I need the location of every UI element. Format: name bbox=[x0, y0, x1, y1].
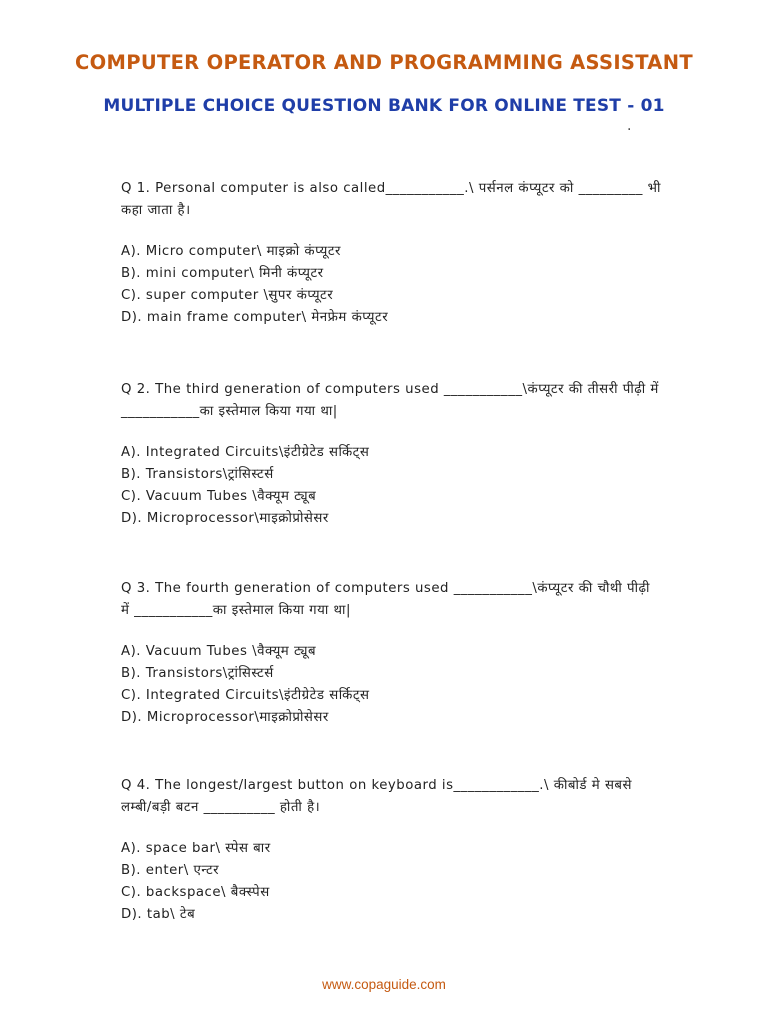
option-a: A). Micro computer\ माइक्रो कंप्यूटर bbox=[121, 244, 341, 259]
question-2 bbox=[121, 379, 661, 530]
option-a: A). Integrated Circuits\इंटीग्रेटेड सर्किट्स bbox=[121, 445, 370, 460]
question-text: Q 1. Personal computer is also called___________.\ पर्सनल कंप्यूटर को _________ भी कहा जाता है। bbox=[121, 181, 661, 218]
option-b: B). Transistors\ट्रांसिस्टर्स bbox=[121, 666, 274, 681]
option-d: D). Microprocessor\माइक्रोप्रोसेसर bbox=[121, 511, 329, 526]
option-b: B). enter\ एन्टर bbox=[121, 863, 220, 878]
option-c: C). Vacuum Tubes \वैक्यूम ट्यूब bbox=[121, 489, 317, 504]
option-a: A). space bar\ स्पेस बार bbox=[121, 841, 271, 856]
question-text: Q 4. The longest/largest button on keyboard is____________.\ कीबोर्ड मे सबसे लम्बी/बड़ी बटन __________ होती है। bbox=[121, 778, 633, 815]
option-a: A). Vacuum Tubes \वैक्यूम ट्यूब bbox=[121, 644, 317, 659]
option-d: D). tab\ टेब bbox=[121, 907, 196, 922]
option-list bbox=[121, 838, 661, 926]
option-list bbox=[121, 241, 661, 329]
option-list bbox=[121, 641, 661, 729]
page-title: COMPUTER OPERATOR AND PROGRAMMING ASSISTANT bbox=[75, 51, 693, 74]
option-b: B). Transistors\ट्रांसिस्टर्स bbox=[121, 467, 274, 482]
question-text: Q 2. The third generation of computers used ___________\कंप्यूटर की तीसरी पीढ़ी में ___________का इस्तेमाल किया गया था| bbox=[121, 382, 659, 419]
option-c: C). super computer \सुपर कंप्यूटर bbox=[121, 288, 334, 303]
option-c: C). Integrated Circuits\इंटीग्रेटेड सर्किट्स bbox=[121, 688, 370, 703]
option-b: B). mini computer\ मिनी कंप्यूटर bbox=[121, 266, 324, 281]
question-3 bbox=[121, 578, 661, 729]
option-list bbox=[121, 442, 661, 530]
footer-url[interactable]: www.copaguide.com bbox=[322, 977, 446, 992]
option-d: D). main frame computer\ मेनफ्रेम कंप्यूटर bbox=[121, 310, 389, 325]
question-text: Q 3. The fourth generation of computers used ___________\कंप्यूटर की चौथी पीढ़ी में ___________का इस्तेमाल किया गया था| bbox=[121, 581, 650, 618]
question-4 bbox=[121, 775, 661, 926]
stray-dot: . bbox=[627, 118, 632, 134]
question-1 bbox=[121, 178, 661, 329]
page-subtitle: MULTIPLE CHOICE QUESTION BANK FOR ONLINE TEST - 01 bbox=[103, 96, 665, 116]
option-c: C). backspace\ बैक्स्पेस bbox=[121, 885, 270, 900]
option-d: D). Microprocessor\माइक्रोप्रोसेसर bbox=[121, 710, 329, 725]
